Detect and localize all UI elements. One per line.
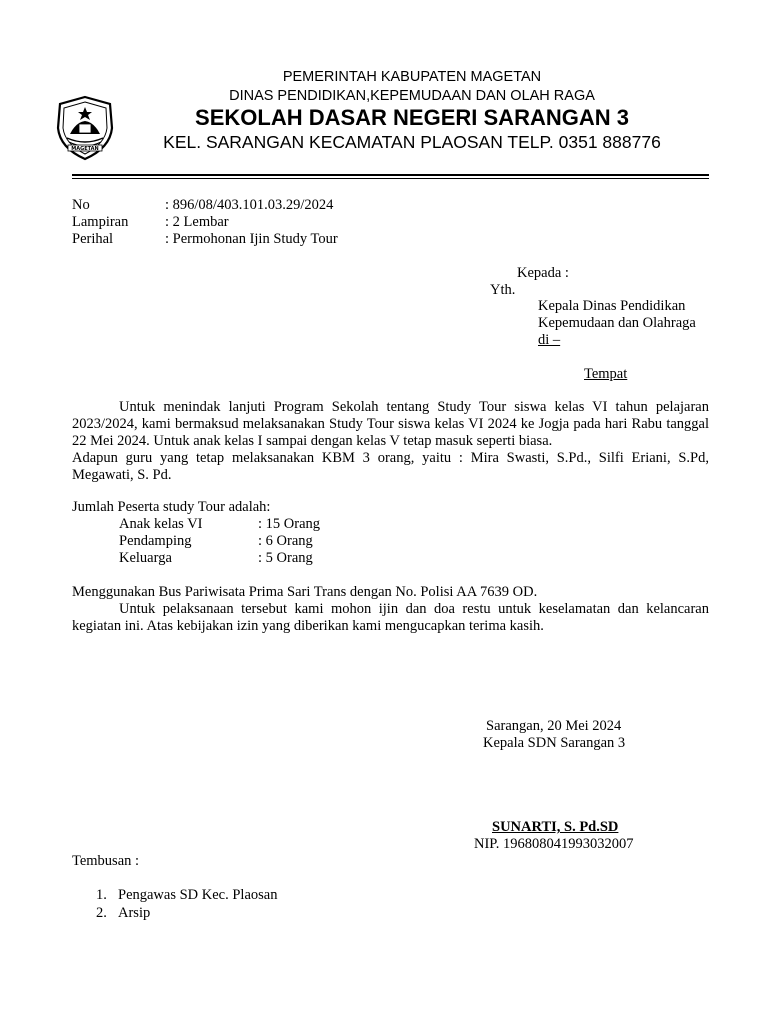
meta-no-label: No bbox=[72, 197, 90, 213]
letterhead-department: DINAS PENDIDIKAN,KEPEMUDAAN DAN OLAH RAGA bbox=[229, 88, 595, 104]
letterhead-school-name: SEKOLAH DASAR NEGERI SARANGAN 3 bbox=[195, 105, 629, 130]
recipient-yth: Yth. bbox=[490, 282, 516, 298]
body-closing: Untuk pelaksanaan tersebut kami mohon ijin dan doa restu untuk keselamatan dan kelancaran kegiatan ini. Atas kebijakan izin yang diberikan kami mengucapkan terima kasih. bbox=[72, 601, 709, 634]
meta-perihal-value: : Permohonan Ijin Study Tour bbox=[165, 231, 338, 247]
recipient-tempat: Tempat bbox=[584, 366, 628, 382]
participant-value: : 6 Orang bbox=[258, 533, 313, 549]
letterhead-government: PEMERINTAH KABUPATEN MAGETAN bbox=[282, 69, 542, 85]
signature-place-date: Sarangan, 20 Mei 2024 bbox=[486, 718, 622, 734]
tembusan-list bbox=[72, 886, 472, 922]
meta-no-value: : 896/08/403.101.03.29/2024 bbox=[165, 197, 334, 213]
letterhead-address: KEL. SARANGAN KECAMATAN PLAOSAN TELP. 0351 888776 bbox=[163, 132, 661, 152]
signature-name: SUNARTI, S. Pd.SD bbox=[492, 819, 619, 835]
body-bus-info: Menggunakan Bus Pariwisata Prima Sari Trans dengan No. Polisi AA 7639 OD. bbox=[72, 584, 538, 600]
participants-intro: Jumlah Peserta study Tour adalah: bbox=[72, 499, 271, 515]
list-item bbox=[72, 904, 472, 922]
recipient-line1: Kepala Dinas Pendidikan bbox=[538, 298, 686, 314]
list-item-number: 2. bbox=[96, 905, 107, 921]
regency-seal-logo bbox=[52, 94, 118, 162]
letterhead-rule-thin bbox=[72, 178, 709, 179]
meta-lampiran-label: Lampiran bbox=[72, 214, 129, 230]
recipient-line2: Kepemudaan dan Olahraga bbox=[538, 315, 696, 331]
list-item-text: Pengawas SD Kec. Plaosan bbox=[118, 887, 278, 903]
participant-label: Pendamping bbox=[119, 533, 192, 549]
tembusan-label: Tembusan : bbox=[72, 853, 140, 869]
body-paragraph-1: Untuk menindak lanjuti Program Sekolah tentang Study Tour siswa kelas VI tahun pelajaran 2023/2024, kami bermaksud melaksanakan Study Tour siswa kelas VI 2024 ke Jogja pada hari Rabu tanggal 22 Mei 2024. Untuk anak kelas I sampai dengan kelas V tetap masuk seperti biasa. bbox=[72, 399, 709, 449]
participant-label: Keluarga bbox=[119, 550, 172, 566]
letterhead-rule-thick bbox=[72, 174, 709, 176]
body-paragraph-2: Adapun guru yang tetap melaksanakan KBM 3 orang, yaitu : Mira Swasti, S.Pd., Silfi Eriani, S.Pd, Megawati, S. Pd. bbox=[72, 450, 709, 483]
recipient-di: di – bbox=[538, 332, 561, 348]
list-item-text: Arsip bbox=[118, 905, 151, 921]
signature-nip: NIP. 196808041993032007 bbox=[474, 836, 634, 852]
meta-lampiran-value: : 2 Lembar bbox=[165, 214, 229, 230]
participant-label: Anak kelas VI bbox=[119, 516, 203, 532]
signature-position: Kepala SDN Sarangan 3 bbox=[483, 735, 626, 751]
recipient-kepada: Kepada : bbox=[517, 265, 569, 281]
meta-perihal-label: Perihal bbox=[72, 231, 114, 247]
list-item bbox=[72, 886, 472, 904]
logo-text: MAGETAN bbox=[71, 146, 99, 152]
participant-value: : 15 Orang bbox=[258, 516, 321, 532]
participant-value: : 5 Orang bbox=[258, 550, 313, 566]
list-item-number: 1. bbox=[96, 887, 107, 903]
